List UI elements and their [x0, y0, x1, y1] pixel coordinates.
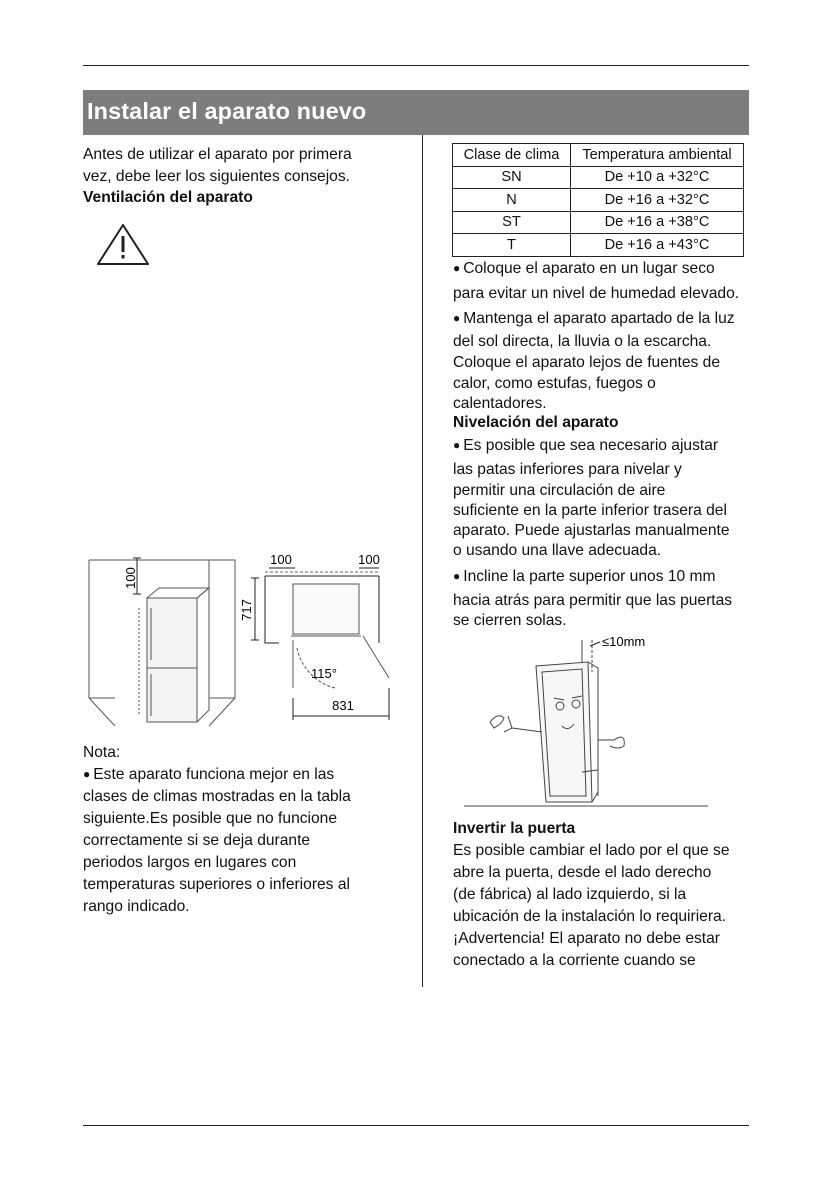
note-line-3: correctamente si se deja durante: [83, 832, 311, 849]
leveling-heading: Nivelación del aparato: [453, 414, 619, 431]
door-line-1: abre la puerta, desde el lado derecho: [453, 864, 712, 881]
table-cell: De +16 a +38°C: [571, 211, 744, 234]
bottom-rule: [83, 1125, 749, 1126]
bullet4-line-0: ● Incline la parte superior unos 10 mm: [453, 566, 715, 588]
table-cell: De +10 a +32°C: [571, 166, 744, 189]
installation-diagram: [83, 548, 393, 728]
note-line-5: temperaturas superiores o inferiores al: [83, 876, 350, 893]
note-line-1: clases de climas mostradas en la tabla: [83, 788, 351, 805]
door-heading: Invertir la puerta: [453, 820, 576, 837]
table-cell: De +16 a +43°C: [571, 234, 744, 257]
bullet3-line-4: aparato. Puede ajustarlas manualmente: [453, 522, 730, 539]
column-divider: [422, 135, 423, 987]
header-cell: Clase de clima: [453, 144, 571, 167]
note-line-4: periodos largos en lugares con: [83, 854, 297, 871]
door-line-5: conectado a la corriente cuando se: [453, 952, 696, 969]
table-cell: De +16 a +32°C: [571, 189, 744, 212]
door-line-3: ubicación de la instalación lo requiriera.: [453, 908, 727, 925]
top-rule: [83, 65, 749, 66]
note-line-2: siguiente.Es posible que no funcione: [83, 810, 338, 827]
bullet4-line-2: se cierren solas.: [453, 612, 567, 629]
section-banner: [83, 90, 749, 135]
door-line-0: Es posible cambiar el lado por el que se: [453, 842, 730, 859]
section-title: Instalar el aparato nuevo: [87, 98, 367, 124]
bullet2-line-3: calor, como estufas, fuegos o: [453, 375, 656, 392]
dim-angle: 115°: [311, 666, 337, 681]
tilted-fridge-illustration: [464, 632, 710, 812]
note-label: Nota:: [83, 744, 121, 761]
warning-triangle-icon: [95, 222, 151, 268]
dim-top: 100: [123, 567, 138, 589]
dim-gap-left: 100: [270, 552, 292, 567]
table-row: [453, 166, 744, 189]
door-line-4: ¡Advertencia! El aparato no debe estar: [453, 930, 720, 947]
bullet2-line-0: ● Mantenga el aparato apartado de la luz: [453, 308, 735, 330]
dim-depth: 717: [239, 599, 254, 621]
table-row: [453, 189, 744, 212]
intro-line-2: vez, debe leer los siguientes consejos.: [83, 168, 350, 185]
bullet2-line-4: calentadores.: [453, 395, 547, 412]
tilt-label: ≤10mm: [602, 634, 646, 649]
bullet3-line-2: permitir una circulación de aire: [453, 482, 666, 499]
intro-line-1: Antes de utilizar el aparato por primera: [83, 146, 352, 163]
table-cell: SN: [453, 166, 571, 189]
table-cell: N: [453, 189, 571, 212]
header-cell: Temperatura ambiental: [571, 144, 744, 167]
dim-width: 831: [332, 698, 354, 713]
note-line-6: rango indicado.: [83, 898, 190, 915]
bullet1-line-0: ● Coloque el aparato en un lugar seco: [453, 258, 715, 280]
bullet3-line-3: suficiente en la parte inferior trasera del: [453, 502, 727, 519]
climate-table: [452, 143, 744, 257]
bullet4-line-1: hacia atrás para permitir que las puertas: [453, 592, 733, 609]
dim-gap-right: 100: [358, 552, 380, 567]
table-row: [453, 234, 744, 257]
table-row: [453, 211, 744, 234]
bullet2-line-2: Coloque el aparato lejos de fuentes de: [453, 354, 721, 371]
bullet3-line-1: las patas inferiores para nivelar y: [453, 461, 682, 478]
bullet3-line-0: ● Es posible que sea necesario ajustar: [453, 435, 718, 457]
table-cell: T: [453, 234, 571, 257]
table-cell: ST: [453, 211, 571, 234]
bullet1-line-1: para evitar un nivel de humedad elevado.: [453, 285, 740, 302]
table-header-row: [453, 144, 744, 167]
bullet2-line-1: del sol directa, la lluvia o la escarcha.: [453, 333, 712, 350]
note-line-0: ● Este aparato funciona mejor en las: [83, 764, 334, 786]
ventilation-heading: Ventilación del aparato: [83, 189, 253, 206]
door-line-2: (de fábrica) al lado izquierdo, si la: [453, 886, 687, 903]
bullet3-line-5: o usando una llave adecuada.: [453, 542, 662, 559]
